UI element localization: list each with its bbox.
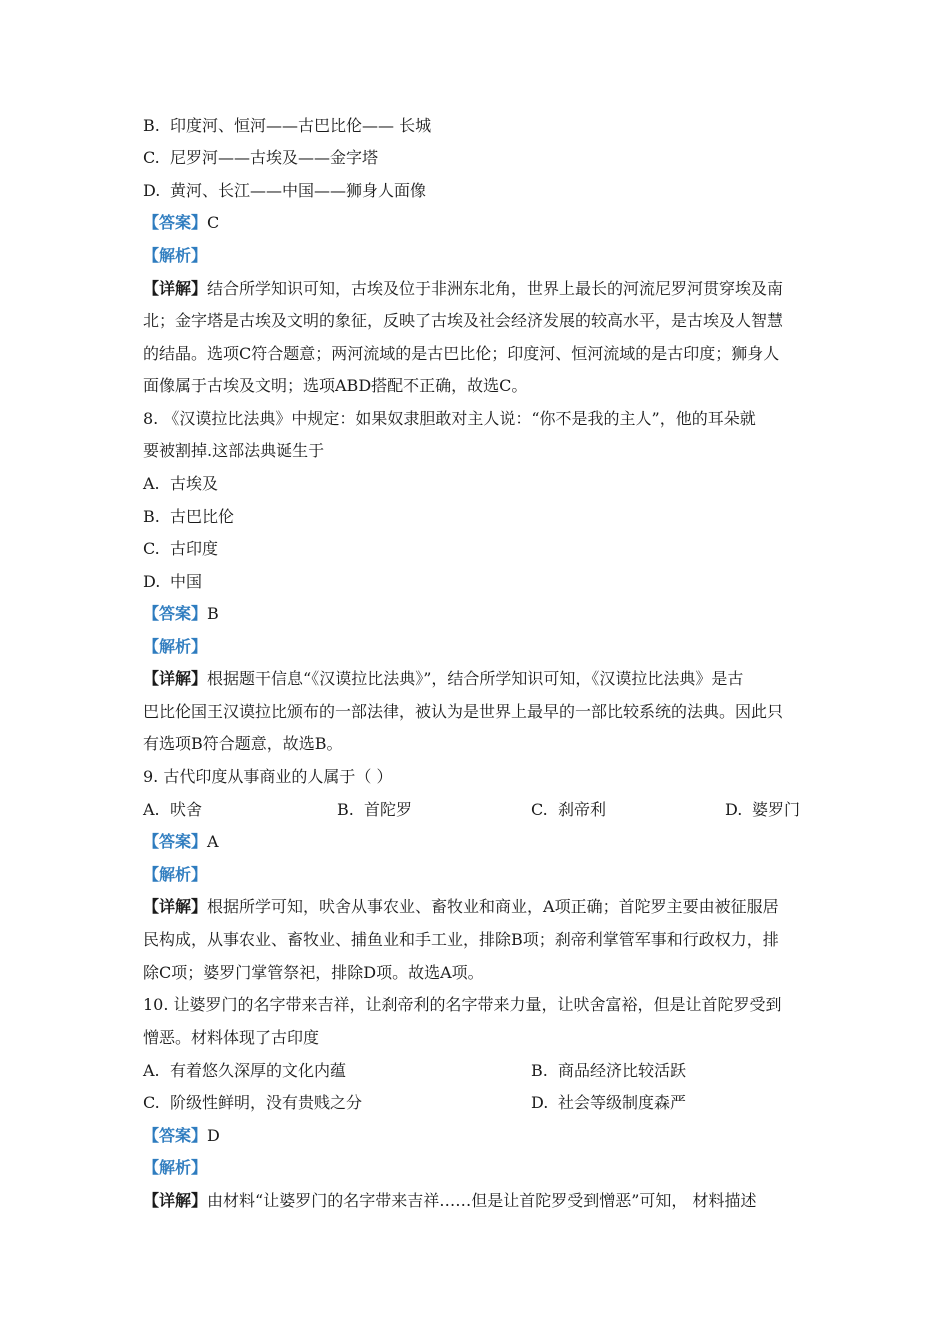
q8-detail-line-3: 有选项B符合题意，故选B。 — [143, 734, 343, 753]
q7-analysis-heading: 【解析】 — [143, 246, 208, 265]
q7-detail-line-1: 【详解】结合所学知识可知，古埃及位于非洲东北角，世界上最长的河流尼罗河贯穿埃及南 — [143, 279, 784, 298]
q8-answer: 【答案】B — [143, 604, 219, 623]
q10-answer: 【答案】D — [143, 1126, 220, 1145]
q8-option-b: B. 古巴比伦 — [143, 507, 235, 526]
q9-option-d: D. 婆罗门 — [725, 800, 801, 819]
q9-detail-line-2: 民构成，从事农业、畜牧业、捕鱼业和手工业，排除B项；刹帝利掌管军事和行政权力，排 — [143, 930, 779, 949]
q10-option-a: A. 有着悠久深厚的文化内蕴 — [143, 1061, 347, 1080]
q8-analysis-heading: 【解析】 — [143, 637, 208, 656]
q7-option-c: C. 尼罗河——古埃及——金字塔 — [143, 148, 379, 167]
q7-detail-line-4: 面像属于古埃及文明；选项ABD搭配不正确，故选C。 — [143, 376, 528, 395]
q10-analysis-heading: 【解析】 — [143, 1158, 208, 1177]
q8-stem-line-2: 要被割掉.这部法典诞生于 — [143, 441, 325, 460]
q10-stem-line-1: 10. 让婆罗门的名字带来吉祥，让刹帝利的名字带来力量，让吠舍富裕，但是让首陀罗受到 — [143, 995, 782, 1014]
q9-option-a: A. 吠舍 — [143, 800, 203, 819]
q9-option-c: C. 刹帝利 — [531, 800, 607, 819]
q10-option-d: D. 社会等级制度森严 — [531, 1093, 687, 1112]
q8-stem-line-1: 8. 《汉谟拉比法典》中规定：如果奴隶胆敢对主人说：“你不是我的主人”，他的耳朵就 — [143, 409, 756, 428]
q9-option-b: B. 首陀罗 — [337, 800, 413, 819]
q10-option-b: B. 商品经济比较活跃 — [531, 1061, 687, 1080]
q9-detail-line-1: 【详解】根据所学可知，吠舍从事农业、畜牧业和商业，A项正确；首陀罗主要由被征服居 — [143, 897, 779, 916]
q7-option-b: B. 印度河、恒河——古巴比伦—— 长城 — [143, 116, 432, 135]
q10-option-c: C. 阶级性鲜明，没有贵贱之分 — [143, 1093, 363, 1112]
q9-answer: 【答案】A — [143, 832, 219, 851]
q8-option-a: A. 古埃及 — [143, 474, 219, 493]
q9-stem: 9. 古代印度从事商业的人属于（ ） — [143, 767, 393, 786]
q7-option-d: D. 黄河、长江——中国——狮身人面像 — [143, 181, 427, 200]
q8-detail-line-1: 【详解】根据题干信息“《汉谟拉比法典》”，结合所学知识可知，《汉谟拉比法典》是古 — [143, 669, 744, 688]
q8-detail-line-2: 巴比伦国王汉谟拉比颁布的一部法律，被认为是世界上最早的一部比较系统的法典。因此只 — [143, 702, 784, 721]
q7-detail-line-3: 的结晶。选项C符合题意；两河流域的是古巴比伦；印度河、恒河流域的是古印度；狮身人 — [143, 344, 780, 363]
q9-analysis-heading: 【解析】 — [143, 865, 208, 884]
q7-answer: 【答案】C — [143, 213, 220, 232]
q8-option-d: D. 中国 — [143, 572, 203, 591]
q9-detail-line-3: 除C项；婆罗门掌管祭祀，排除D项。故选A项。 — [143, 963, 484, 982]
q8-option-c: C. 古印度 — [143, 539, 219, 558]
q10-stem-line-2: 憎恶。材料体现了古印度 — [143, 1028, 320, 1047]
q10-detail-line-1: 【详解】由材料“让婆罗门的名字带来吉祥……但是让首陀罗受到憎恶”可知， 材料描述 — [143, 1191, 757, 1210]
q7-detail-line-2: 北；金字塔是古埃及文明的象征，反映了古埃及社会经济发展的较高水平，是古埃及人智慧 — [143, 311, 784, 330]
